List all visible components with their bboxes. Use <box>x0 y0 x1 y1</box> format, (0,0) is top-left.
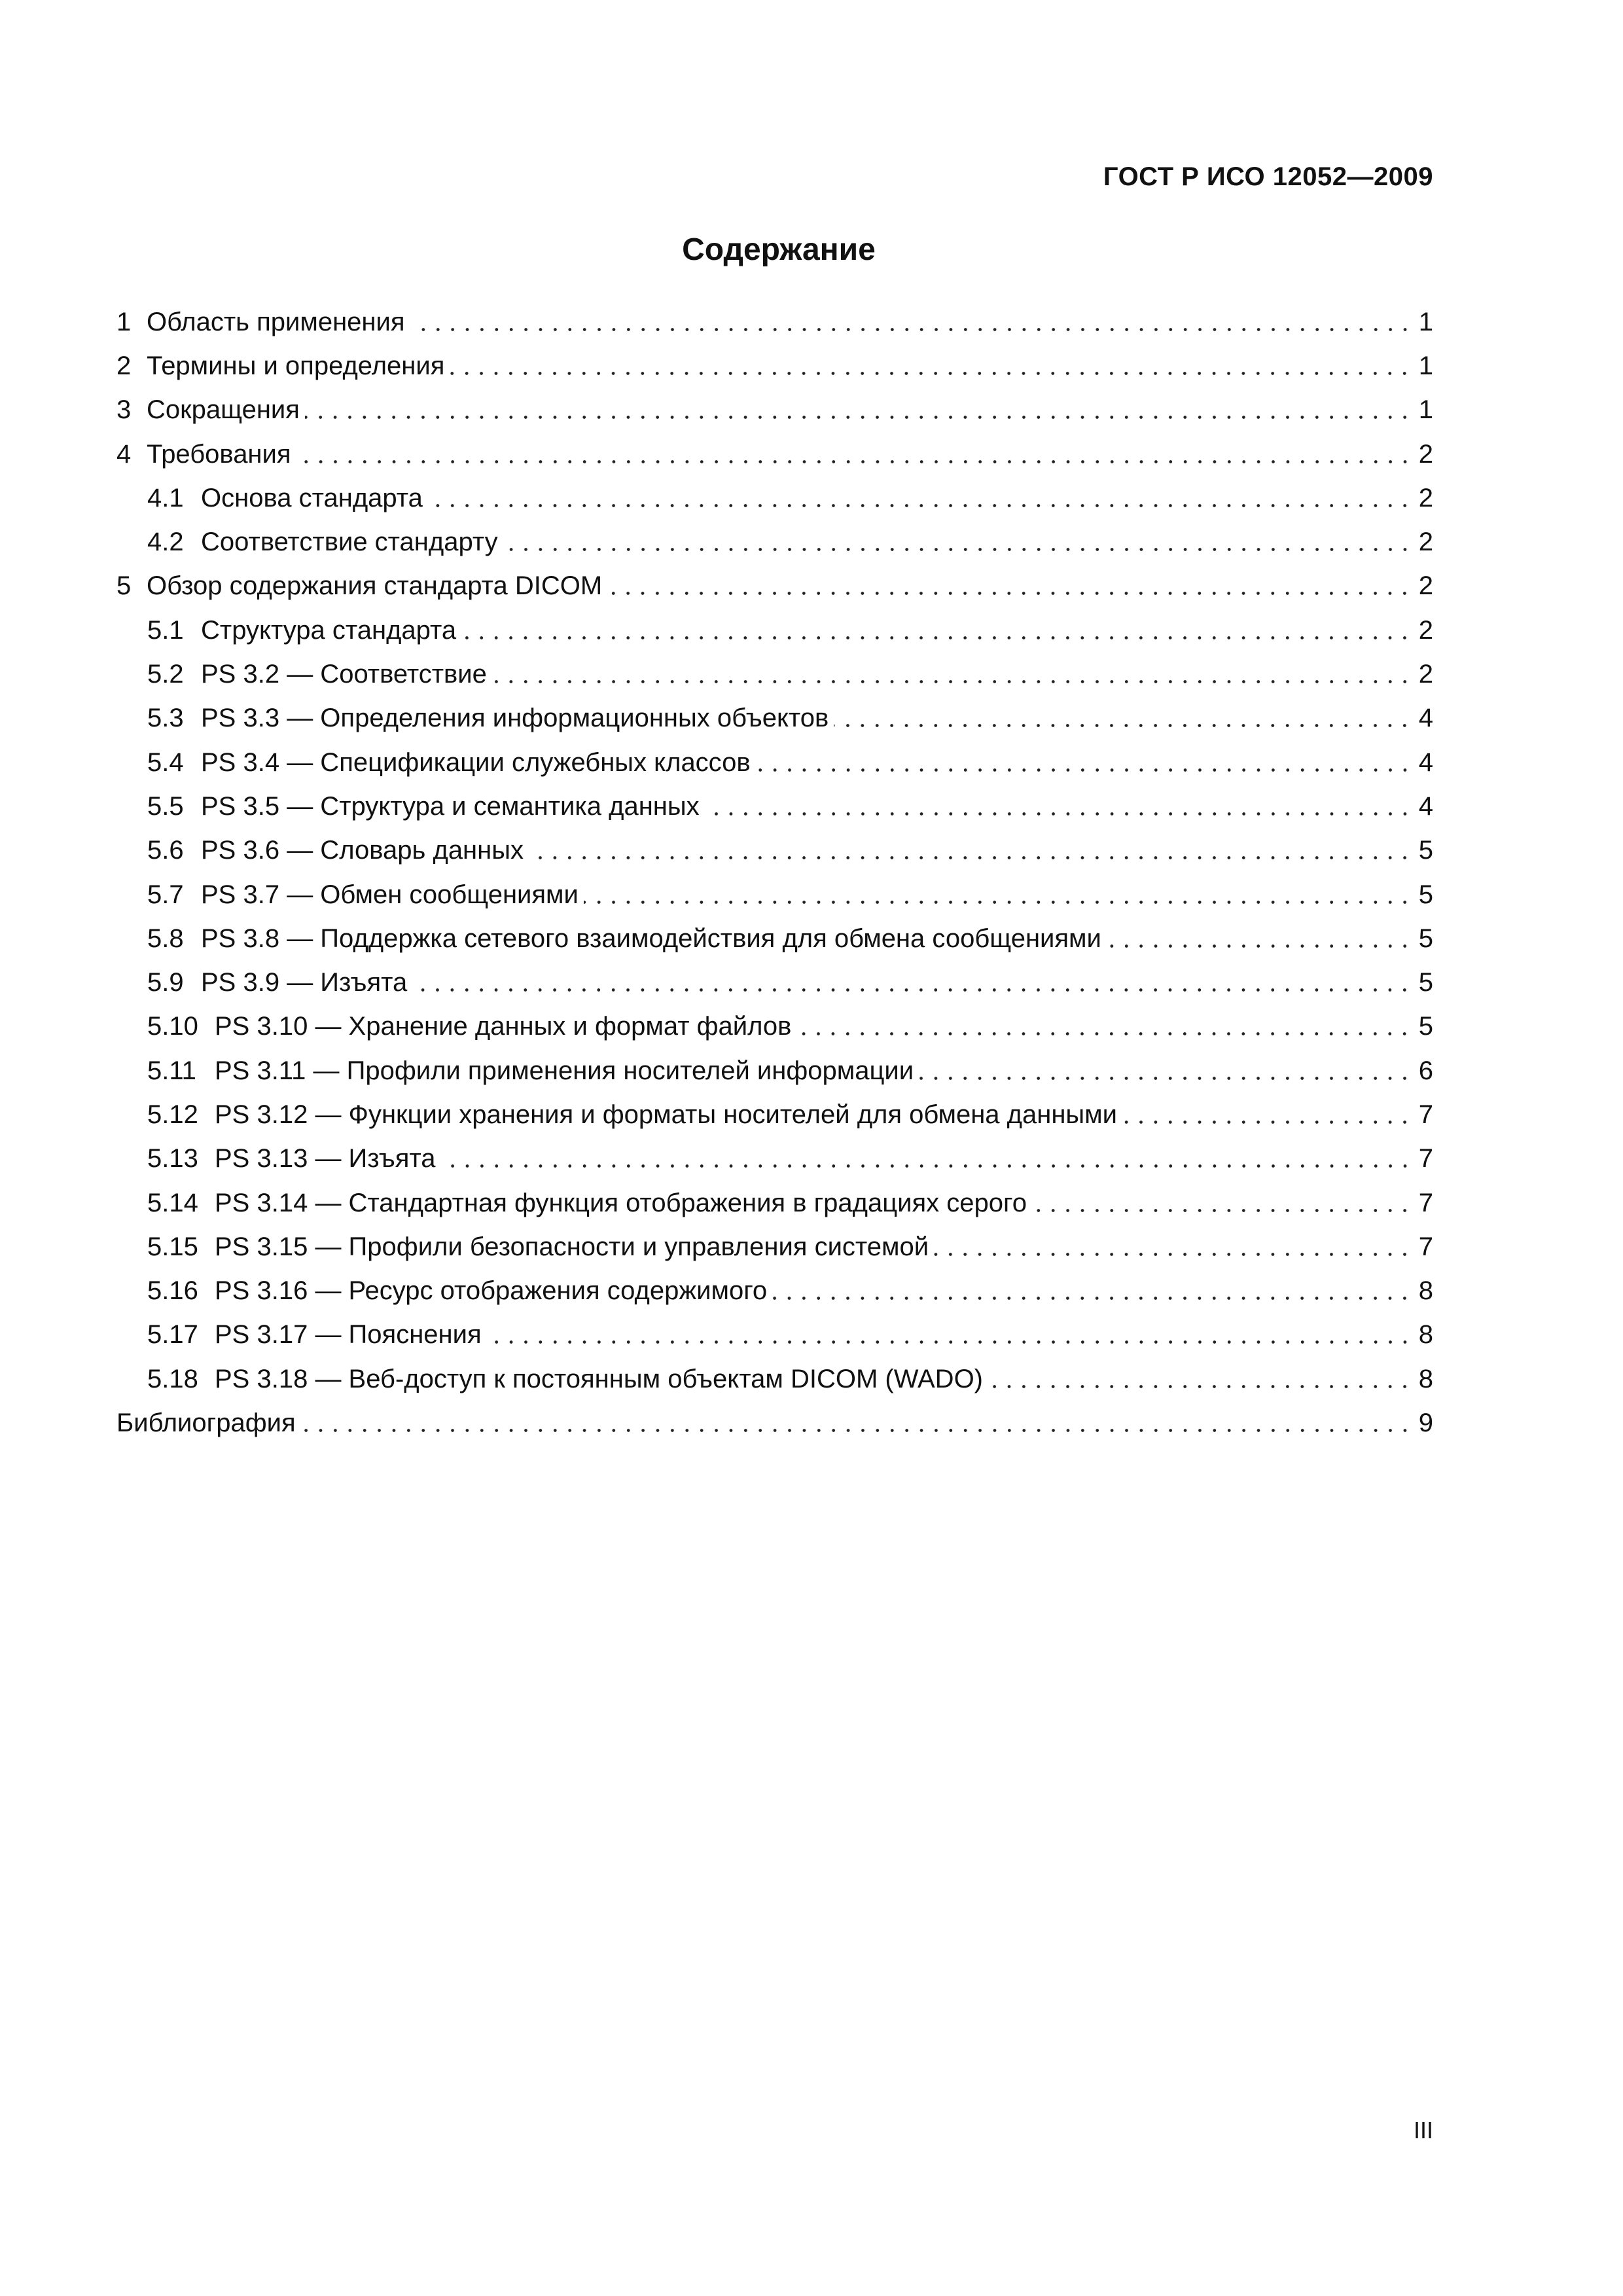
toc-entry-label: PS 3.9 — Изъята <box>201 968 408 997</box>
toc-entry-label: PS 3.4 — Спецификации служебных классов <box>201 747 751 777</box>
toc-entry-label: PS 3.2 — Соответствие <box>201 660 487 689</box>
toc-entry-label: Основа стандарта <box>201 483 423 512</box>
toc-entry-number: 1 <box>116 307 132 336</box>
toc-entry-label: Область применения <box>147 307 405 336</box>
toc-entry-number: 5.1 <box>147 615 184 645</box>
toc-entry[interactable] <box>116 696 1433 740</box>
toc-entry-page: 6 <box>1418 1056 1433 1085</box>
dot-leader <box>584 882 1412 908</box>
toc-entry[interactable] <box>116 1401 1433 1444</box>
toc-entry[interactable] <box>116 300 1433 344</box>
toc-entry-page: 2 <box>1418 528 1433 557</box>
toc-entry-label: PS 3.18 — Веб-доступ к постоянным объектам DICOM (WADO) <box>215 1364 984 1393</box>
toc-entry-number: 5.15 <box>147 1232 198 1261</box>
dot-leader <box>301 1410 1412 1436</box>
toc-entry-page: 4 <box>1418 704 1433 733</box>
toc-entry[interactable] <box>116 1225 1433 1268</box>
dot-leader <box>296 441 1412 467</box>
toc-entry-number: 5.7 <box>147 880 184 909</box>
dot-leader <box>934 1234 1412 1260</box>
dot-leader <box>450 353 1412 379</box>
toc-entry[interactable] <box>116 388 1433 432</box>
toc-entry[interactable] <box>116 740 1433 784</box>
dot-leader <box>441 1145 1412 1172</box>
toc-entry-label: Требования <box>147 439 291 469</box>
toc-entry-page: 1 <box>1418 395 1433 425</box>
toc-entry[interactable] <box>116 1049 1433 1092</box>
dot-leader <box>487 1321 1412 1348</box>
toc-entry-page: 7 <box>1418 1144 1433 1174</box>
toc-entry-page: 1 <box>1418 351 1433 380</box>
toc-entry-page: 1 <box>1418 307 1433 336</box>
dot-leader <box>503 529 1412 555</box>
table-of-contents <box>116 300 1433 1445</box>
toc-entry-label: PS 3.7 — Обмен сообщениями <box>201 880 579 909</box>
toc-entry[interactable] <box>116 608 1433 652</box>
toc-entry-page: 8 <box>1418 1320 1433 1350</box>
toc-entry-number: 5.16 <box>147 1276 198 1306</box>
dot-leader <box>705 793 1412 819</box>
toc-entry-number: 5.4 <box>147 747 184 777</box>
toc-entry-number: 5.5 <box>147 791 184 821</box>
toc-entry-label: Структура стандарта <box>201 615 457 645</box>
dot-leader <box>529 837 1412 863</box>
dot-leader <box>410 309 1412 335</box>
dot-leader <box>919 1058 1412 1084</box>
toc-entry-label: Сокращения <box>147 395 300 425</box>
toc-entry-label: PS 3.8 — Поддержка сетевого взаимодействия для обмена сообщениями <box>201 924 1101 953</box>
toc-entry[interactable] <box>116 652 1433 696</box>
dot-leader <box>1122 1102 1412 1128</box>
dot-leader <box>607 573 1412 599</box>
toc-entry-label: PS 3.11 — Профили применения носителей информации <box>215 1056 914 1085</box>
dot-leader <box>305 397 1412 423</box>
toc-entry-page: 5 <box>1418 924 1433 953</box>
toc-entry-number: 5.18 <box>147 1364 198 1393</box>
toc-entry[interactable] <box>116 1005 1433 1049</box>
toc-entry[interactable] <box>116 432 1433 476</box>
dot-leader <box>988 1366 1412 1392</box>
toc-entry-page: 5 <box>1418 836 1433 865</box>
toc-entry-label: PS 3.13 — Изъята <box>215 1144 436 1174</box>
page-number: III <box>1413 2117 1433 2144</box>
toc-entry[interactable] <box>116 1269 1433 1313</box>
toc-entry-page: 4 <box>1418 791 1433 821</box>
toc-entry-number: 4 <box>116 439 132 469</box>
toc-entry[interactable] <box>116 1357 1433 1401</box>
toc-entry-label: Соответствие стандарту <box>201 528 498 557</box>
toc-entry-number: 5.14 <box>147 1188 198 1217</box>
toc-entry-page: 5 <box>1418 968 1433 997</box>
toc-entry-number: 5.3 <box>147 704 184 733</box>
toc-entry-label: Библиография <box>116 1408 296 1438</box>
dot-leader <box>772 1278 1412 1304</box>
toc-entry[interactable] <box>116 1092 1433 1136</box>
toc-entry[interactable] <box>116 784 1433 828</box>
toc-entry-page: 9 <box>1418 1408 1433 1438</box>
toc-entry[interactable] <box>116 1181 1433 1225</box>
toc-entry[interactable] <box>116 344 1433 387</box>
toc-entry-number: 5.13 <box>147 1144 198 1174</box>
standard-code: ГОСТ Р ИСО 12052—2009 <box>1103 162 1433 191</box>
toc-entry-page: 5 <box>1418 880 1433 909</box>
toc-entry-number: 4.2 <box>147 528 184 557</box>
toc-entry-number: 5.9 <box>147 968 184 997</box>
toc-entry-label: PS 3.3 — Определения информационных объектов <box>201 704 829 733</box>
toc-entry-number: 4.1 <box>147 483 184 512</box>
dot-leader <box>1107 925 1412 952</box>
toc-entry-label: PS 3.12 — Функции хранения и форматы носителей для обмена данными <box>215 1100 1118 1129</box>
toc-entry-page: 2 <box>1418 660 1433 689</box>
toc-entry-number: 5.11 <box>147 1056 196 1085</box>
toc-entry-page: 4 <box>1418 747 1433 777</box>
toc-entry-page: 8 <box>1418 1276 1433 1306</box>
toc-entry[interactable] <box>116 476 1433 520</box>
page-title: Содержание <box>682 232 876 267</box>
dot-leader <box>834 705 1412 731</box>
toc-entry-number: 5.8 <box>147 924 184 953</box>
toc-entry-label: PS 3.16 — Ресурс отображения содержимого <box>215 1276 768 1306</box>
dot-leader <box>756 749 1412 776</box>
toc-entry[interactable] <box>116 960 1433 1004</box>
toc-entry-label: Обзор содержания стандарта DICOM <box>147 571 603 601</box>
toc-entry[interactable] <box>116 1137 1433 1181</box>
toc-entry-page: 8 <box>1418 1364 1433 1393</box>
toc-entry-number: 5 <box>116 571 132 601</box>
toc-entry[interactable] <box>116 829 1433 872</box>
toc-entry-page: 7 <box>1418 1232 1433 1261</box>
toc-entry-label: PS 3.15 — Профили безопасности и управления системой <box>215 1232 929 1261</box>
toc-entry-page: 2 <box>1418 615 1433 645</box>
dot-leader <box>1032 1190 1412 1216</box>
toc-entry-page: 7 <box>1418 1100 1433 1129</box>
toc-entry-label: PS 3.10 — Хранение данных и формат файлов <box>215 1012 792 1041</box>
toc-entry-number: 5.2 <box>147 660 184 689</box>
toc-entry-page: 2 <box>1418 571 1433 601</box>
toc-entry-label: PS 3.17 — Пояснения <box>215 1320 482 1350</box>
toc-entry-label: Термины и определения <box>147 351 445 380</box>
toc-entry[interactable] <box>116 1313 1433 1357</box>
toc-entry-label: PS 3.6 — Словарь данных <box>201 836 524 865</box>
toc-entry[interactable] <box>116 520 1433 564</box>
toc-entry-label: PS 3.5 — Структура и семантика данных <box>201 791 700 821</box>
dot-leader <box>796 1013 1412 1039</box>
toc-entry-number: 3 <box>116 395 132 425</box>
toc-entry[interactable] <box>116 872 1433 916</box>
toc-entry-number: 5.6 <box>147 836 184 865</box>
toc-entry-number: 2 <box>116 351 132 380</box>
toc-entry-page: 5 <box>1418 1012 1433 1041</box>
dot-leader <box>412 969 1412 996</box>
dot-leader <box>492 661 1412 687</box>
toc-entry-number: 5.10 <box>147 1012 198 1041</box>
toc-entry-page: 7 <box>1418 1188 1433 1217</box>
toc-entry[interactable] <box>116 916 1433 960</box>
toc-entry-page: 2 <box>1418 439 1433 469</box>
toc-entry-number: 5.12 <box>147 1100 198 1129</box>
toc-entry[interactable] <box>116 564 1433 608</box>
toc-entry-label: PS 3.14 — Стандартная функция отображения в градациях серого <box>215 1188 1027 1217</box>
toc-entry-number: 5.17 <box>147 1320 198 1350</box>
dot-leader <box>428 485 1412 511</box>
dot-leader <box>461 617 1412 643</box>
toc-entry-page: 2 <box>1418 483 1433 512</box>
